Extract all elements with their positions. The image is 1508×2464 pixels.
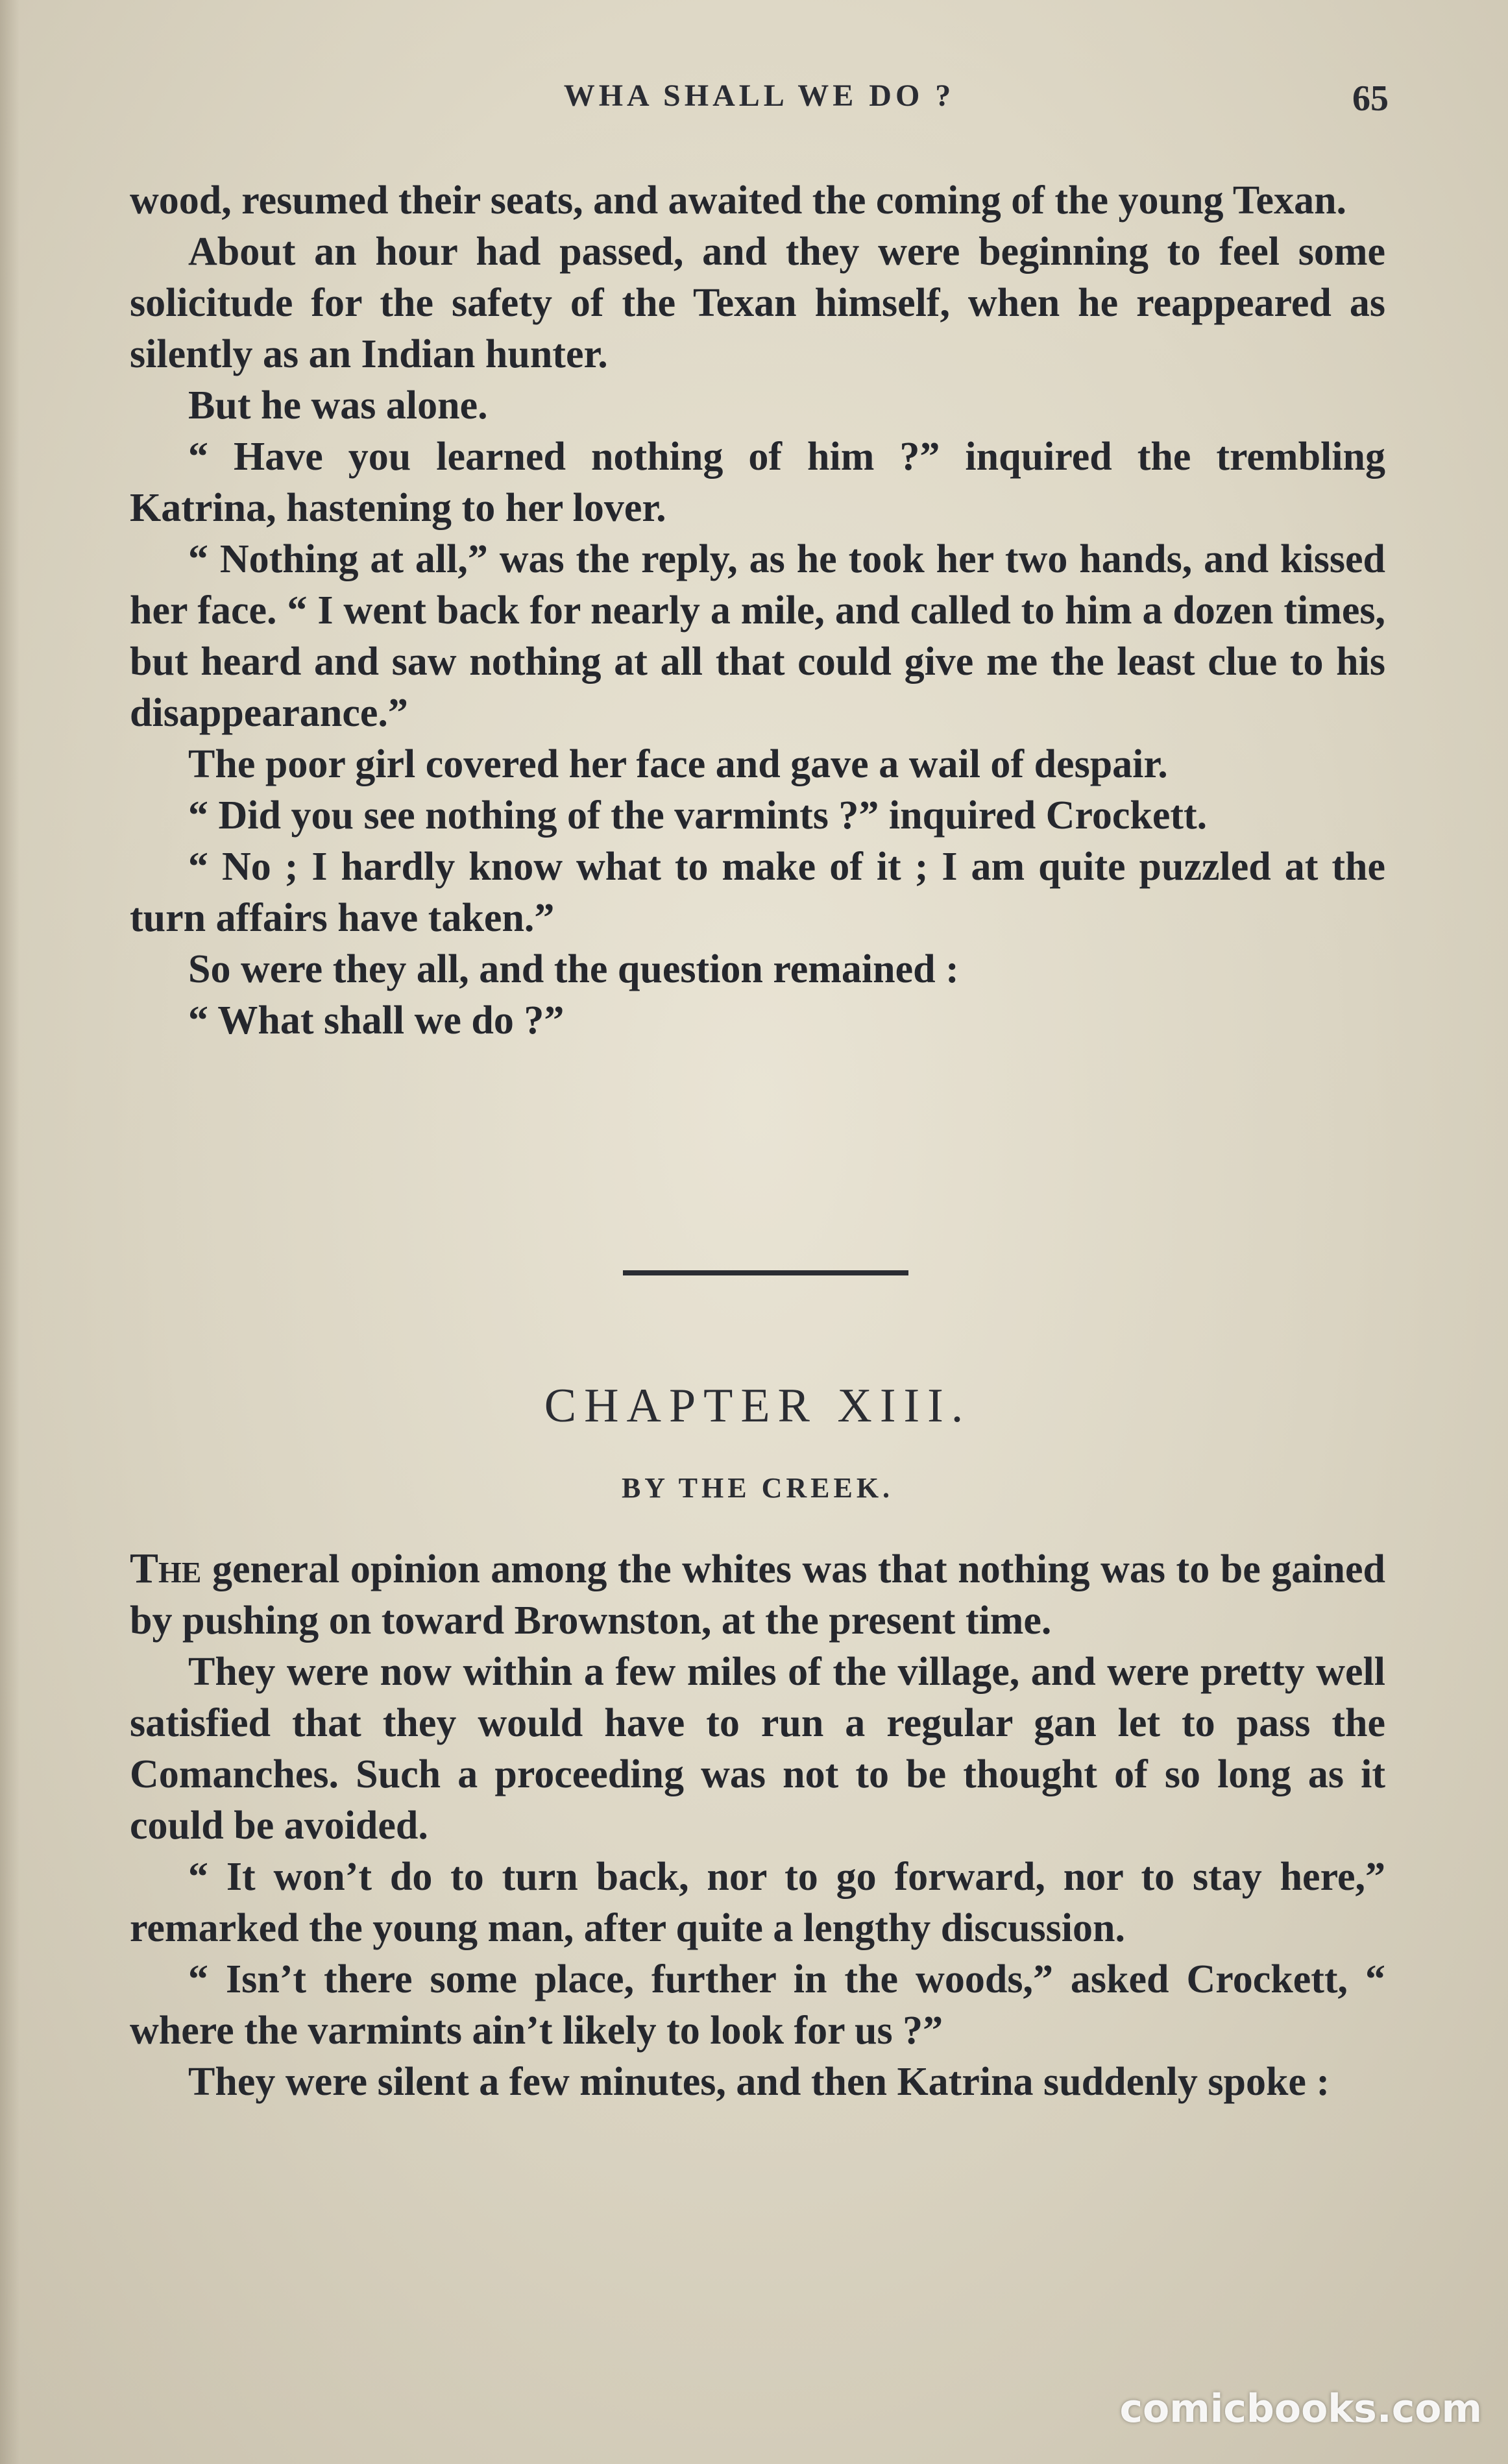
watermark-text: comicbooks.com <box>1119 2386 1482 2432</box>
paragraph: “ Have you learned nothing of him ?” inquired the trembling Katrina, hastening to her lover. <box>130 435 1385 530</box>
section-divider-rule <box>623 1270 908 1275</box>
paragraph: They were silent a few minutes, and then Katrina suddenly spoke : <box>188 2060 1330 2104</box>
paragraph: “ What shall we do ?” <box>188 998 565 1043</box>
paragraph: So were they all, and the question remained : <box>188 947 959 991</box>
paragraph: “ No ; I hardly know what to make of it ; I am quite puzzled at the turn affairs have taken.” <box>130 845 1385 940</box>
bottom-text-block <box>130 1543 1385 2108</box>
paragraph: “ Isn’t there some place, further in the woods,” asked Crockett, “ where the varmints ain’t likely to look for us ?” <box>130 1957 1385 2053</box>
paragraph: “ Nothing at all,” was the reply, as he took her two hands, and kissed her face. “ I went back for nearly a mile, and called to him a dozen times, but heard and saw nothing at all that could give me the least clue to his disappearance.” <box>130 537 1385 735</box>
running-title: WHA SHALL WE DO ? <box>563 79 955 113</box>
paragraph: wood, resumed their seats, and awaited the coming of the young Texan. <box>130 178 1347 223</box>
top-text-block <box>130 175 1385 1046</box>
paragraph: They were now within a few miles of the village, and were pretty well satisfied that they would have to run a regular gan let to pass the Comanches. Such a proceeding was not to be thought of so long as it could be avoided. <box>130 1650 1385 1848</box>
page-edge-shadow <box>0 0 19 2464</box>
chapter-first-word: The <box>130 1545 202 1592</box>
paragraph: About an hour had passed, and they were beginning to feel some solicitude for the safety of the Texan himself, when he reappeared as silently as an Indian hunter. <box>130 230 1385 376</box>
page-number: 65 <box>1352 79 1389 119</box>
paragraph: But he was alone. <box>188 383 488 428</box>
chapter-opening-paragraph <box>130 1543 1385 1647</box>
paragraph: “ It won’t do to turn back, nor to go forward, nor to stay here,” remarked the young man, after quite a lengthy discussion. <box>130 1855 1385 1950</box>
chapter-title: CHAPTER XIII. <box>544 1379 971 1432</box>
chapter-subtitle: BY THE CREEK. <box>621 1472 894 1504</box>
paragraph: “ Did you see nothing of the varmints ?” inquired Crockett. <box>188 793 1208 838</box>
chapter-opening-text: general opinion among the whites was that nothing was to be gained by pushing on toward Brownston, at the present time. <box>130 1547 1385 1643</box>
paragraph: The poor girl covered her face and gave a wail of despair. <box>188 742 1168 786</box>
page-header <box>130 78 1389 130</box>
